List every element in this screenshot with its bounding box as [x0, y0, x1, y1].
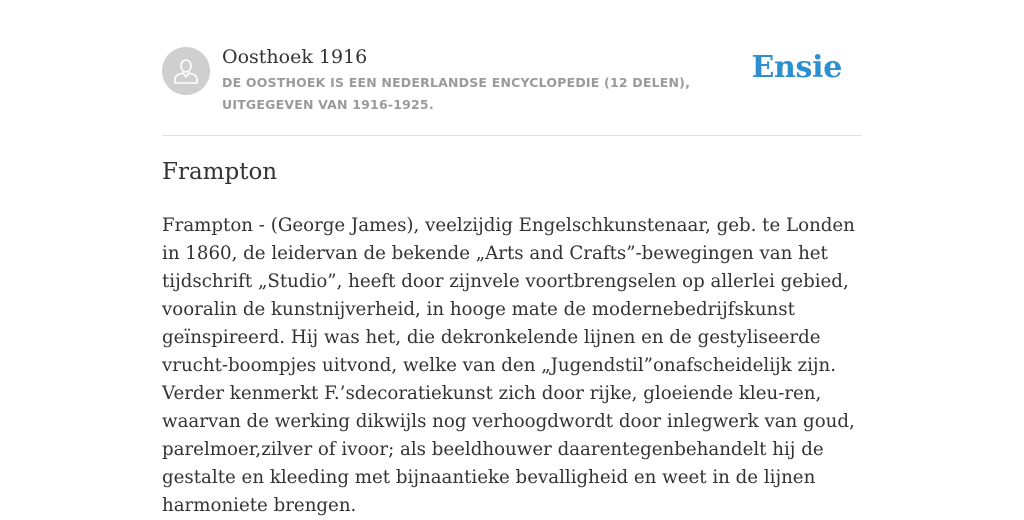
source-header — [162, 0, 862, 136]
user-avatar-icon[interactable] — [162, 47, 210, 95]
source-name[interactable]: Oosthoek 1916 — [222, 46, 368, 68]
article-title: Frampton — [162, 159, 278, 185]
source-description: DE OOSTHOEK IS EEN NEDERLANDSE ENCYCLOPEDIE (12 DELEN), UITGEGEVEN VAN 1916-1925. — [222, 75, 691, 112]
article-card — [162, 0, 862, 516]
article-body: Frampton - (George James), veelzijdig Engelschkunstenaar, geb. te Londen in 1860, de leidervan de bekende „Arts and Crafts”-bewegingen van het tijdschrift „Studio”, heeft door zijnvele voortbrengselen op allerlei gebied, vooralin de kunstnijverheid, in hooge mate de modernebedrijfskunst geïnspireerd. Hij was het, die dekronkelende lijnen en de gestyliseerde vrucht-boompjes uitvond, welke van den „Jugendstil”onafscheidelijk zijn. Verder kenmerkt F.’sdecoratiekunst zich door rijke, gloeiende kleu-ren, waarvan de werking dikwijls nog verhoogdwordt door inlegwerk van goud, parelmoer,zilver of ivoor; als beeldhouwer daarentegenbehandelt hij de gestalte en kleeding met bijnaantieke bevalligheid en weet in de lijnen harmoniete brengen. — [162, 215, 855, 516]
ensie-logo[interactable]: Ensie — [751, 50, 842, 85]
